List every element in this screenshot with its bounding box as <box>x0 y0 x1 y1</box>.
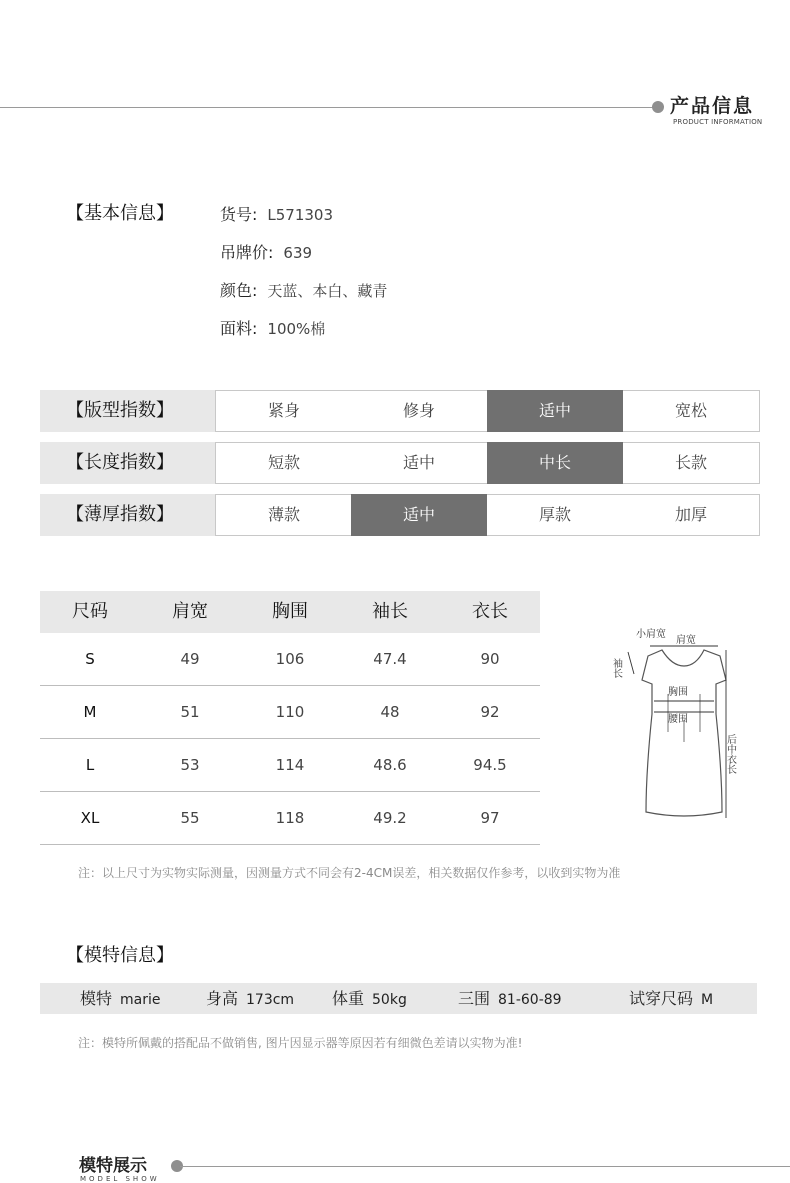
size-table-header <box>40 591 540 633</box>
model-value: M <box>701 992 714 1008</box>
size-cell: 49.2 <box>373 809 407 827</box>
size-cell: 48.6 <box>373 756 407 774</box>
size-cell: 55 <box>180 809 200 827</box>
section-subtitle-product-info: PRODUCT INFORMATION <box>673 118 763 126</box>
model-item-weight <box>332 983 407 1016</box>
size-cell: 110 <box>275 703 305 721</box>
length-index-row <box>40 442 760 484</box>
section-subtitle-model-show: MODEL SHOW <box>80 1175 160 1183</box>
header-divider-line <box>0 107 655 108</box>
size-cell: M <box>83 703 97 721</box>
length-option: 短款 <box>215 442 353 484</box>
size-cell: 53 <box>180 756 200 774</box>
size-cell: 51 <box>180 703 200 721</box>
info-label: 吊牌价: <box>220 243 274 262</box>
info-row-price <box>220 240 312 263</box>
diagram-label-chest: 胸围 <box>668 687 688 698</box>
model-value: marie <box>120 992 161 1008</box>
fit-option: 紧身 <box>215 390 353 432</box>
info-row-color <box>220 278 387 301</box>
size-header-cell: 袖长 <box>372 601 408 622</box>
info-label: 颜色: <box>220 281 258 300</box>
model-info-title: 【模特信息】 <box>66 945 174 966</box>
fit-index-label: 【版型指数】 <box>40 390 215 432</box>
info-label: 货号: <box>220 205 258 224</box>
table-row <box>40 739 540 792</box>
size-cell: 92 <box>480 703 500 721</box>
size-cell: 90 <box>480 650 500 668</box>
size-cell: 118 <box>275 809 305 827</box>
footer-divider-line <box>180 1166 790 1167</box>
length-option: 适中 <box>351 442 488 484</box>
diagram-label-back-length: 后中衣长 <box>724 734 736 774</box>
diagram-label-waist: 腰围 <box>668 714 688 725</box>
model-item-tried-size <box>629 983 713 1016</box>
size-header-cell: 胸围 <box>272 601 308 622</box>
length-option: 中长 <box>487 442 624 484</box>
section-title-model-show: 模特展示 <box>79 1156 147 1176</box>
size-cell: XL <box>80 809 100 827</box>
section-title-product-info: 产品信息 <box>670 95 755 117</box>
size-cell: 49 <box>180 650 200 668</box>
model-label: 身高 <box>206 989 239 1008</box>
model-label: 试穿尺码 <box>629 989 694 1008</box>
size-header-cell: 衣长 <box>472 601 508 622</box>
info-label: 面料: <box>220 319 258 338</box>
thickness-option: 厚款 <box>487 494 624 536</box>
size-cell: 97 <box>480 809 500 827</box>
model-value: 50kg <box>372 992 407 1008</box>
size-cell: 48 <box>380 703 400 721</box>
model-label: 三围 <box>458 989 491 1008</box>
size-cell: 114 <box>275 756 305 774</box>
diagram-label-small-shoulder: 小肩宽 <box>636 629 666 640</box>
size-header-cell: 肩宽 <box>172 601 208 622</box>
model-value: 81-60-89 <box>498 992 562 1008</box>
header-dot-icon <box>652 101 664 113</box>
basic-info-title: 【基本信息】 <box>66 203 174 224</box>
model-note: 注：模特所佩戴的搭配品不做销售, 图片因显示器等原因若有细微色差请以实物为准! <box>78 1036 523 1050</box>
info-value: 天蓝、本白、藏青 <box>267 282 388 300</box>
size-note: 注：以上尺寸为实物实际测量，因测量方式不同会有2-4CM误差，相关数据仅作参考，以收到实物为准 <box>78 866 621 880</box>
size-cell: 47.4 <box>373 650 407 668</box>
model-item-name <box>80 983 161 1016</box>
fit-option: 宽松 <box>623 390 760 432</box>
fit-index-row <box>40 390 760 432</box>
table-row <box>40 686 540 739</box>
size-cell: L <box>85 756 95 774</box>
thickness-option: 薄款 <box>215 494 353 536</box>
fit-option: 适中 <box>487 390 624 432</box>
model-label: 模特 <box>80 989 113 1008</box>
diagram-label-shoulder: 肩宽 <box>676 635 696 646</box>
info-row-item-no <box>220 202 333 225</box>
info-value: 100%棉 <box>267 320 326 338</box>
info-value: L571303 <box>267 206 334 224</box>
model-item-measurements <box>458 983 562 1016</box>
dress-measurement-diagram <box>612 622 752 832</box>
info-value: 639 <box>283 244 313 262</box>
length-index-label: 【长度指数】 <box>40 442 215 484</box>
info-row-fabric <box>220 316 325 339</box>
thickness-option: 适中 <box>351 494 488 536</box>
size-cell: 106 <box>275 650 305 668</box>
thickness-option: 加厚 <box>623 494 760 536</box>
table-row <box>40 792 540 845</box>
size-cell: 94.5 <box>473 756 507 774</box>
size-header-cell: 尺码 <box>72 601 108 622</box>
table-row <box>40 633 540 686</box>
model-item-height <box>206 983 294 1016</box>
thickness-index-label: 【薄厚指数】 <box>40 494 215 536</box>
fit-option: 修身 <box>351 390 488 432</box>
diagram-label-sleeve: 袖长 <box>610 658 622 678</box>
thickness-index-row <box>40 494 760 536</box>
length-option: 长款 <box>623 442 760 484</box>
sleeve-measure-line <box>628 652 634 674</box>
model-info-bar <box>40 983 757 1014</box>
size-cell: S <box>85 650 95 668</box>
model-label: 体重 <box>332 989 365 1008</box>
model-value: 173cm <box>246 992 295 1008</box>
